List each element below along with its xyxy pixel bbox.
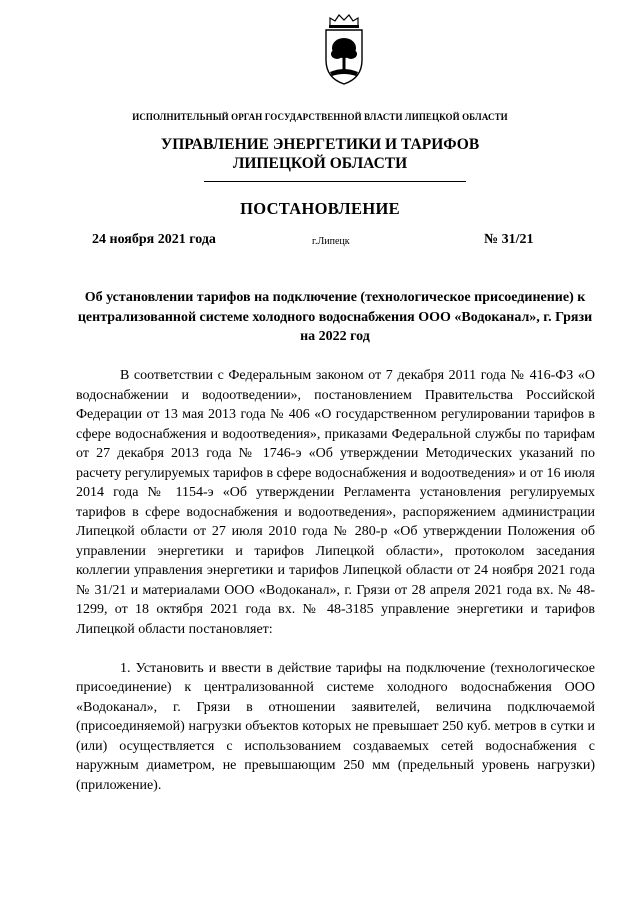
document-city: г.Липецк bbox=[312, 236, 350, 247]
department-name-line-1: УПРАВЛЕНИЕ ЭНЕРГЕТИКИ И ТАРИФОВ bbox=[160, 136, 480, 153]
document-number: № 31/21 bbox=[484, 232, 534, 247]
clause-1-paragraph: 1. Установить и ввести в действие тарифы на подключение (технологическое присоединение) к централизованной системе холодного водоснабжения ООО «Водоканал», г. Грязи в отношении заявителей, величина подключаемой (присоединяемой) нагрузки объектов которых не превышает 250 куб. метров в сутки и (или) осуществляется с использованием создаваемых сетей водоснабжения с наружным диаметром, не превышающим 250 мм (предельный уровень нагрузки) (приложение). bbox=[76, 660, 595, 793]
document-date: 24 ноября 2021 года bbox=[92, 232, 216, 247]
document-body bbox=[76, 366, 595, 795]
department-name-line-2: ЛИПЕЦКОЙ ОБЛАСТИ bbox=[232, 155, 408, 172]
document-title: Об установлении тарифов на подключение (технологическое присоединение) к централизованной системе холодного водоснабжения ООО «Водоканал», г. Грязи на 2022 год bbox=[77, 290, 593, 344]
header-divider bbox=[204, 181, 466, 182]
document-type: ПОСТАНОВЛЕНИЕ bbox=[240, 199, 400, 218]
department-name bbox=[0, 135, 640, 173]
issuing-authority-line: ИСПОЛНИТЕЛЬНЫЙ ОРГАН ГОСУДАРСТВЕННОЙ ВЛАСТИ ЛИПЕЦКОЙ ОБЛАСТИ bbox=[132, 112, 508, 122]
lipetsk-coat-of-arms-icon bbox=[322, 12, 366, 86]
preamble-paragraph: В соответствии с Федеральным законом от 7 декабря 2011 года № 416-ФЗ «О водоснабжении и водоотведении», постановлением Правительства Российской Федерации от 13 мая 2013 года № 406 «О государственном регулировании тарифов в сфере водоснабжения и водоотведения», приказами Федеральной службы по тарифам от 27 декабря 2013 года № 1746-э «Об утверждении Методических указаний по расчету регулируемых тарифов в сфере водоснабжения и водоотведения» и от 16 июля 2014 года № 1154-э «Об утверждении Регламента установления регулируемых тарифов в сфере водоснабжения и водоотведения», распоряжением администрации Липецкой области от 27 июля 2010 года № 280-р «Об утверждении Положения об управлении энергетики и тарифов Липецкой области», протоколом заседания коллегии управления энергетики и тарифов Липецкой области от 24 ноября 2021 года № 31/21 и материалами ООО «Водоканал», г. Грязи от 28 апреля 2021 года вх. № 48-1299, от 18 октября 2021 года вх. № 48-3185 управление энергетики и тарифов Липецкой области постановляет: bbox=[76, 368, 595, 637]
